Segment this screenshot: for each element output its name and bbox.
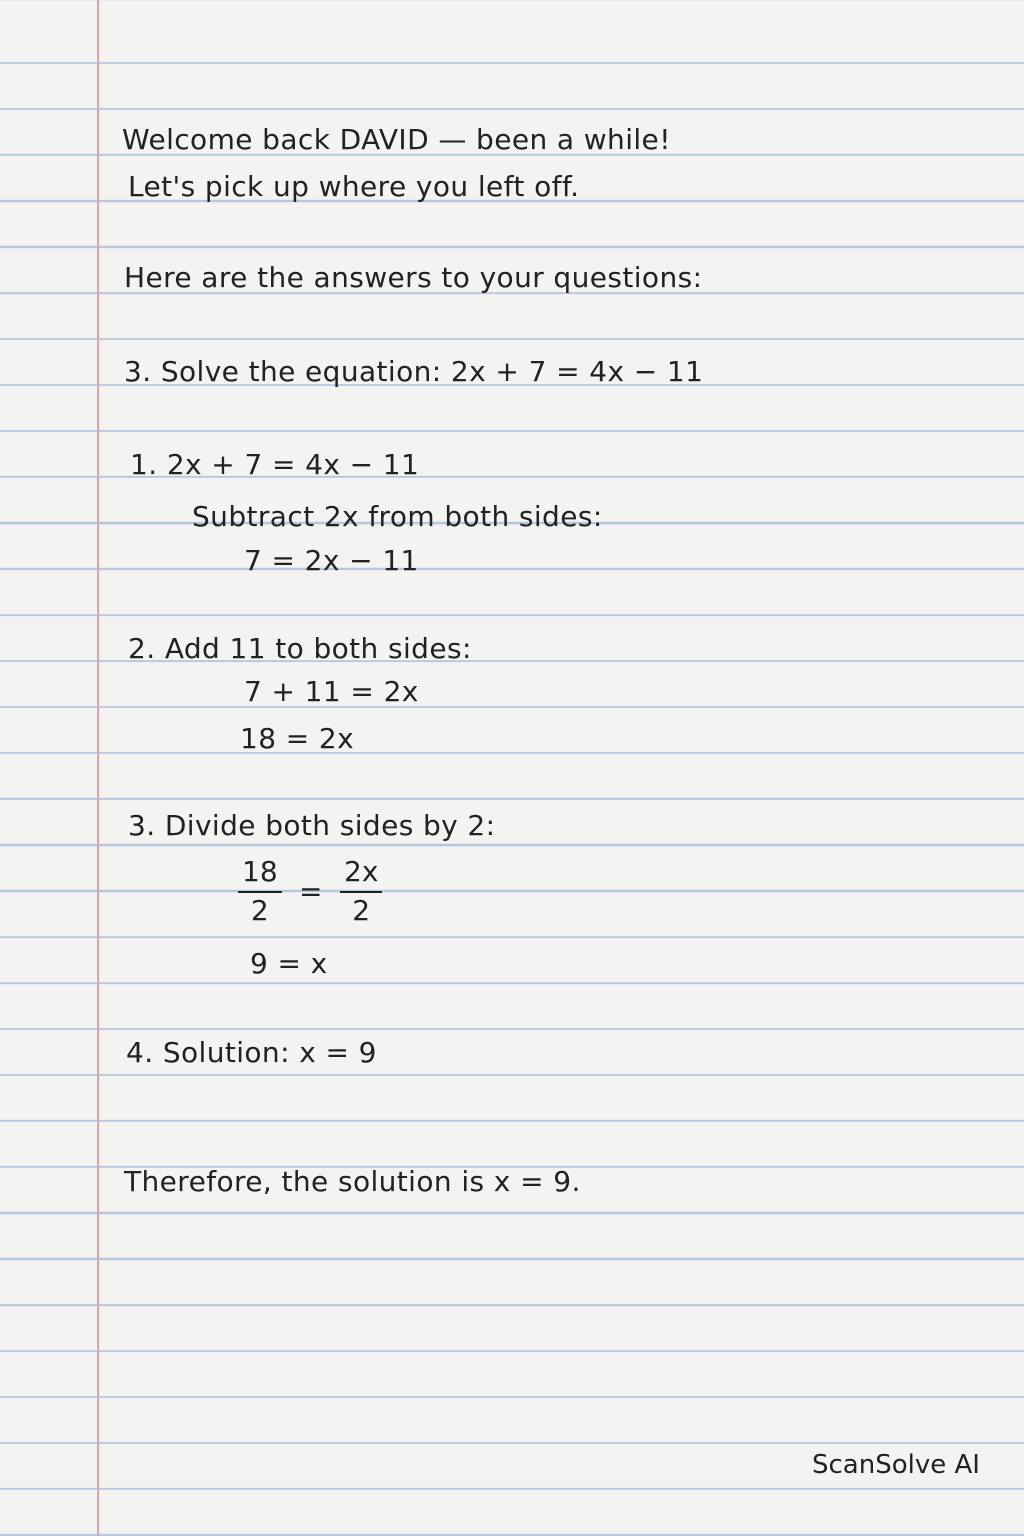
- fraction-left-numerator: 18: [242, 855, 278, 888]
- fraction-equals: =: [299, 875, 323, 908]
- step-2-heading: 2. Add 11 to both sides:: [128, 632, 472, 665]
- step-1-result: 7 = 2x − 11: [244, 544, 419, 577]
- fraction-left-bar: [238, 891, 282, 893]
- conclusion-text: Therefore, the solution is x = 9.: [124, 1165, 581, 1198]
- fraction-right: [340, 855, 382, 927]
- margin-line: [97, 0, 99, 1536]
- brand-signature: ScanSolve AI: [812, 1450, 980, 1480]
- step-2-line-2: 18 = 2x: [240, 722, 355, 755]
- fraction-right-numerator: 2x: [344, 855, 379, 888]
- greeting-line-2: Let's pick up where you left off.: [128, 170, 580, 203]
- greeting-line-1: Welcome back DAVID — been a while!: [122, 123, 671, 156]
- step-3-heading: 3. Divide both sides by 2:: [128, 809, 496, 842]
- fraction-left: [238, 855, 282, 927]
- step-1-note: Subtract 2x from both sides:: [192, 500, 603, 533]
- fraction-right-denominator: 2: [352, 894, 371, 927]
- question-text: 3. Solve the equation: 2x + 7 = 4x − 11: [124, 355, 704, 388]
- intro-text: Here are the answers to your questions:: [124, 261, 703, 294]
- step-2-line-1: 7 + 11 = 2x: [244, 675, 419, 708]
- step-4-heading: 4. Solution: x = 9: [126, 1036, 377, 1069]
- step-1-heading: 1. 2x + 7 = 4x − 11: [130, 448, 420, 481]
- step-3-result: 9 = x: [250, 947, 328, 980]
- fraction-left-denominator: 2: [250, 894, 269, 927]
- fraction-right-bar: [340, 891, 382, 893]
